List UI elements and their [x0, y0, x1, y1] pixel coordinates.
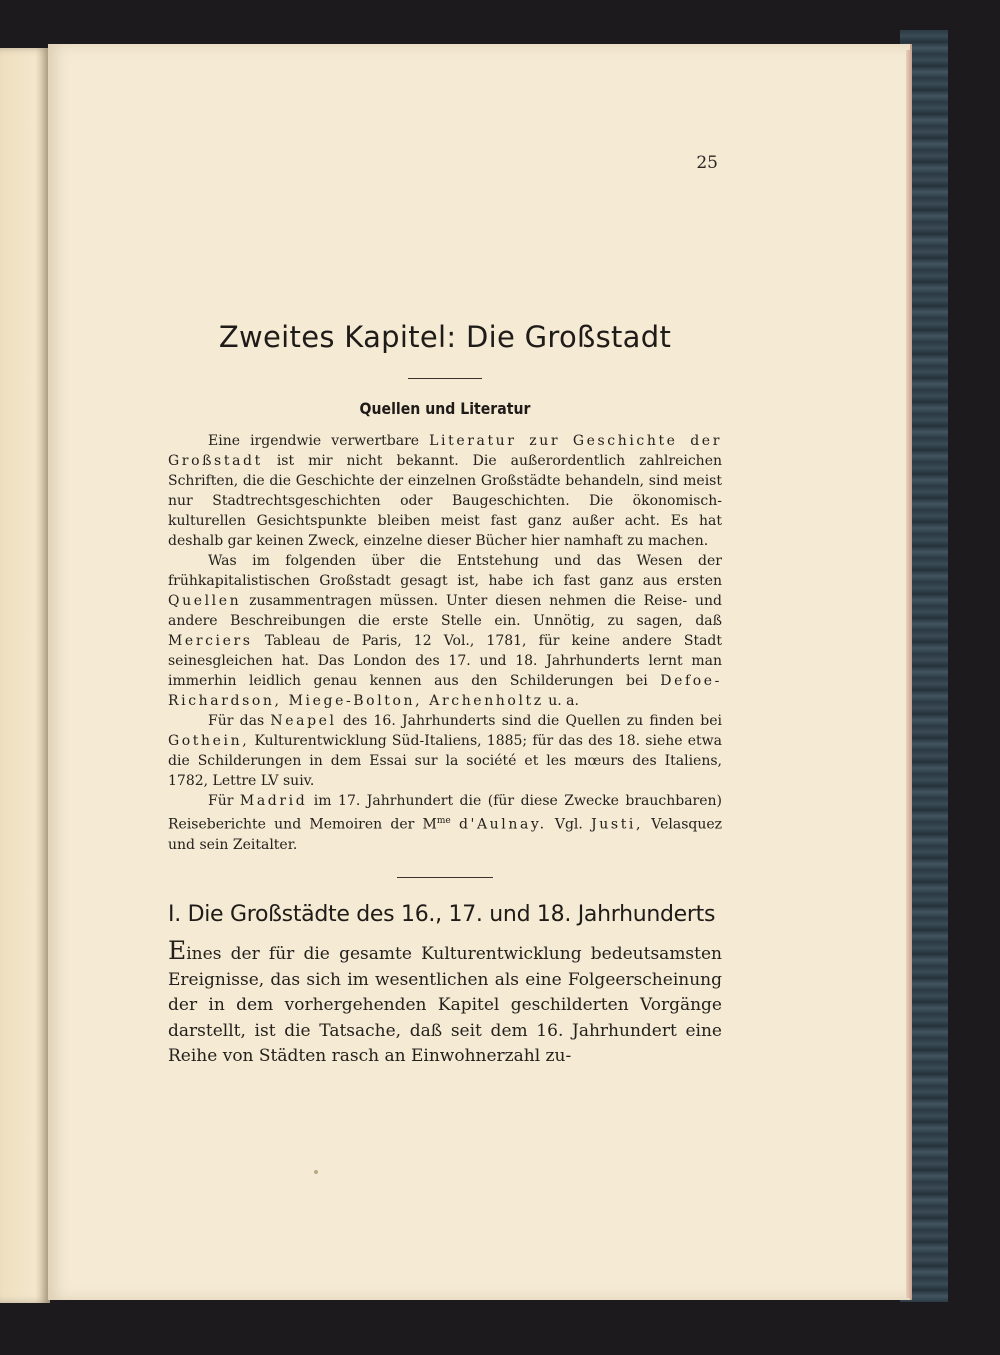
text-span: Tableau de Paris, 12 Vol., 1781, für keine andere Stadt seinesgleichen hat. Das London des 17. und 18. Jahrhunderts lernt man immerhin leidlich genau kennen aus den Schilderungen bei — [168, 633, 722, 689]
sources-paragraph — [168, 791, 722, 855]
emphasis-span: Merciers — [168, 633, 253, 649]
text-span: ist mir nicht bekannt. Die außerordentlich zahlreichen Schriften, die die Geschichte der einzelnen Großstädte behandeln, sind meist nur Stadtrechtsgeschichten oder Baugeschichten. Die ökonomisch-kulturellen Gesichtspunkte bleiben meist fast ganz außer acht. Es hat deshalb gar keinen Zweck, einzelne dieser Bücher hier namhaft zu machen. — [168, 453, 722, 549]
text-span: Velasquez und sein Zeitalter. — [168, 816, 723, 853]
body-paragraph — [168, 936, 722, 1070]
text-span: Vgl. — [554, 816, 583, 833]
emphasis-span: Defoe-Richardson, Miege-Bolton, Archenholtz — [168, 673, 723, 709]
text-span: zusammentragen müssen. Unter diesen nehmen die Reise- und andere Beschreibungen die erste Stelle ein. Unnötig, zu sagen, daß — [168, 593, 722, 629]
paper-speck — [314, 1170, 318, 1174]
divider-rule — [397, 877, 493, 878]
divider-rule — [408, 378, 482, 379]
emphasis-span: Gothein, — [168, 733, 250, 749]
superscript: me — [436, 816, 451, 826]
emphasis-span: Quellen — [168, 593, 242, 609]
emphasis-span: Literatur zur Geschichte der Großstadt — [168, 433, 722, 469]
text-span: Für das — [208, 713, 265, 729]
text-span: Was im folgenden über die Entstehung und das Wesen der frühkapitalistischen Großstadt gesagt ist, habe ich fast ganz aus ersten — [168, 553, 722, 589]
text-span: ines der für die gesamte Kulturentwicklung bedeutsamsten Ereignisse, das sich im wesentlichen als eine Folgeerscheinung der in dem vorhergehenden Kapitel geschilderten Vorgänge darstellt, ist die Tatsache, daß seit dem 16. Jahrhundert eine Reihe von Städten rasch an Einwohnerzahl zu- — [168, 944, 722, 1066]
section-title: I. Die Großstädte des 16., 17. und 18. Jahrhunderts — [168, 902, 716, 927]
text-span: im 17. Jahrhundert die (für diese Zwecke brauchbaren) Reiseberichte und Memoiren der M — [168, 793, 722, 833]
text-span: u. a. — [548, 693, 579, 709]
text-span: Kulturentwicklung Süd-Italiens, 1885; für das des 18. siehe etwa die Schilderungen in dem Essai sur la société et les mœurs des Italiens, 1782, Lettre LV suiv. — [168, 733, 722, 789]
text-span: des 16. Jahrhunderts sind die Quellen zu finden bei — [342, 713, 722, 729]
sources-paragraph — [168, 431, 722, 551]
page-number: 25 — [696, 153, 718, 173]
emphasis-span: Justi, — [591, 816, 644, 833]
chapter-title: Zweites Kapitel: Die Großstadt — [218, 320, 672, 354]
text-span: Eine irgendwie verwertbare — [208, 433, 420, 449]
body-text — [168, 936, 722, 1070]
emphasis-span: Madrid — [239, 793, 308, 809]
drop-cap: E — [168, 936, 187, 965]
text-span: Für — [208, 793, 234, 809]
sources-paragraph — [168, 711, 722, 791]
emphasis-span: d'Aulnay. — [458, 816, 547, 833]
sources-heading: Quellen und Literatur — [359, 399, 531, 418]
sources-paragraph — [168, 551, 722, 711]
sources-block — [168, 431, 722, 855]
emphasis-span: Neapel — [270, 713, 337, 729]
